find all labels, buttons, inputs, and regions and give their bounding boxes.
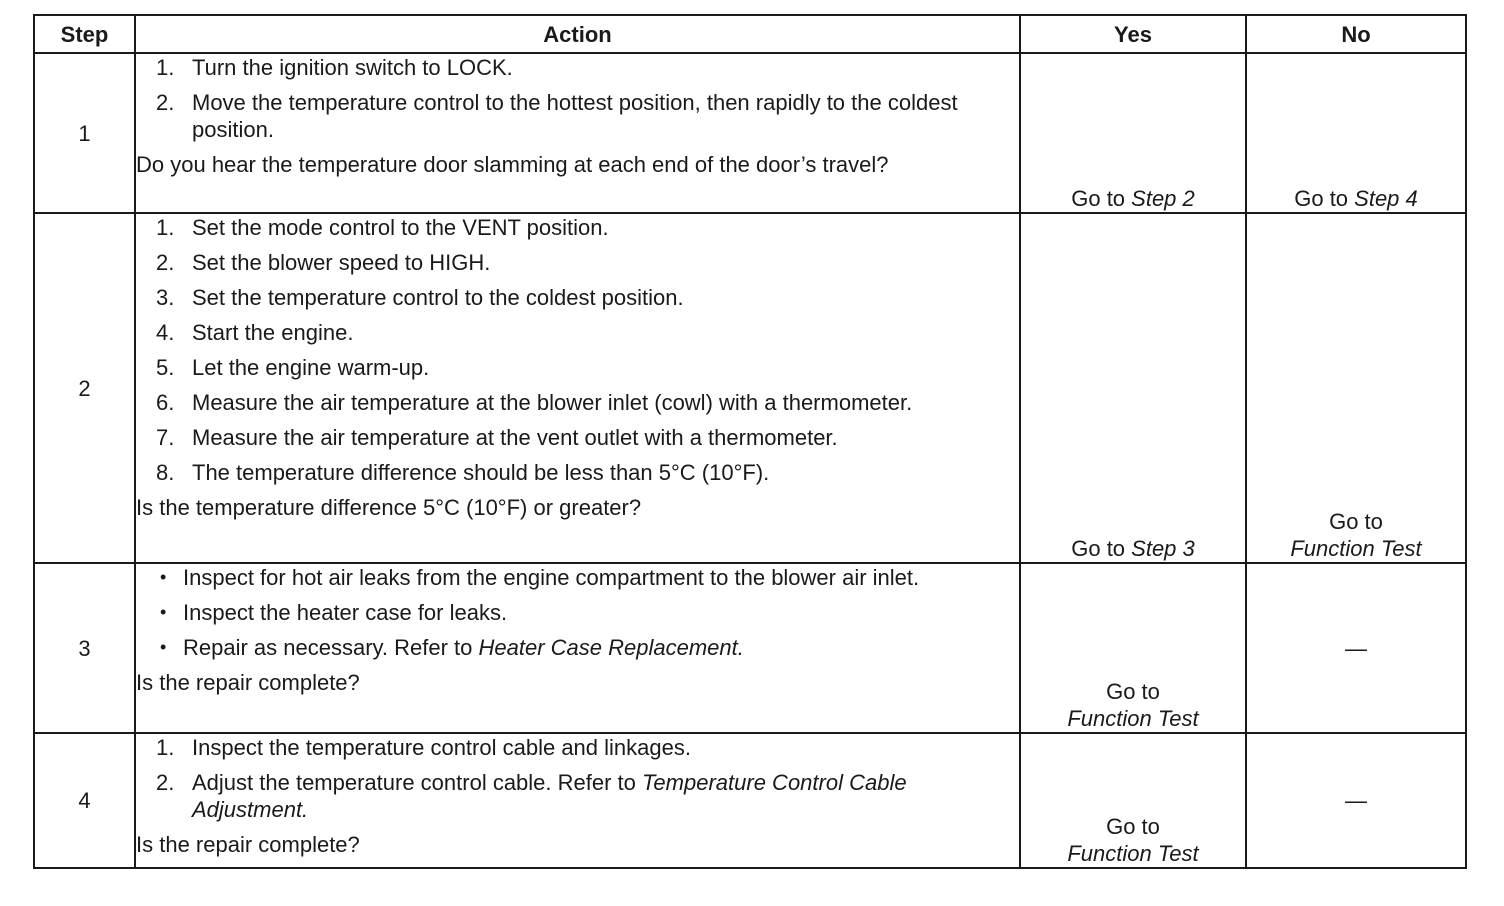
table-row <box>34 53 1466 213</box>
step-index: 3. <box>156 285 175 310</box>
step-text: Turn the ignition switch to LOCK. <box>192 55 513 80</box>
step-index: 1. <box>156 735 175 760</box>
table-row <box>34 733 1466 868</box>
step-text: Let the engine warm-up. <box>192 355 430 380</box>
no-cell <box>1246 213 1466 563</box>
bullet-text: Repair as necessary. Refer to <box>183 635 479 660</box>
no-prefix: Go to <box>1329 509 1383 534</box>
step-text: Adjust the temperature control cable. Refer to <box>192 770 643 795</box>
no-cell <box>1246 563 1466 733</box>
header-no: No <box>1246 15 1466 53</box>
action-step <box>136 214 1019 241</box>
step-index: 6. <box>156 390 175 415</box>
question-text: Is the repair complete? <box>136 670 360 695</box>
yes-cell <box>1020 733 1246 868</box>
header-yes: Yes <box>1020 15 1246 53</box>
step-index: 1. <box>156 55 175 80</box>
reference-link[interactable]: Heater Case Replacement. <box>478 635 744 660</box>
no-prefix: Go to <box>1294 186 1355 211</box>
reference-link[interactable]: Temperature Control Cable Adjustment. <box>192 770 907 822</box>
action-step <box>136 319 1019 346</box>
yes-reference-link[interactable]: Step 3 <box>1131 536 1195 561</box>
no-reference-link[interactable]: Function Test <box>1290 536 1422 561</box>
action-cell <box>135 53 1020 213</box>
yes-prefix: Go to <box>1071 186 1132 211</box>
step-index: 2. <box>156 90 175 115</box>
yes-reference-link[interactable]: Function Test <box>1067 841 1199 866</box>
step-index: 8. <box>156 460 175 485</box>
diagnostic-table <box>33 14 1467 869</box>
step-number: 1 <box>34 53 135 213</box>
action-steps <box>136 54 1019 143</box>
bullet-text: Inspect for hot air leaks from the engine compartment to the blower air inlet. <box>183 565 920 590</box>
action-step <box>136 769 1019 823</box>
step-text: Measure the air temperature at the vent outlet with a thermometer. <box>192 425 838 450</box>
step-index: 1. <box>156 215 175 240</box>
action-step <box>136 354 1019 381</box>
yes-reference-link[interactable]: Function Test <box>1067 706 1199 731</box>
yes-prefix: Go to <box>1106 679 1160 704</box>
action-bullet <box>136 564 1019 591</box>
action-bullet <box>136 599 1019 626</box>
step-text: Set the blower speed to HIGH. <box>192 250 491 275</box>
action-cell <box>135 213 1020 563</box>
action-steps <box>136 214 1019 486</box>
header-step: Step <box>34 15 135 53</box>
action-bullet <box>136 634 1019 661</box>
step-index: 4. <box>156 320 175 345</box>
step-text: Move the temperature control to the hottest position, then rapidly to the coldest position. <box>192 90 958 142</box>
action-step <box>136 249 1019 276</box>
table-row <box>34 563 1466 733</box>
step-text: The temperature difference should be less than 5°C (10°F). <box>192 460 770 485</box>
no-dash: — <box>1345 788 1367 813</box>
yes-prefix: Go to <box>1106 814 1160 839</box>
bullet-marker: • <box>160 602 167 622</box>
step-number: 3 <box>34 563 135 733</box>
step-index: 5. <box>156 355 175 380</box>
step-number: 2 <box>34 213 135 563</box>
step-index: 7. <box>156 425 175 450</box>
no-reference-link[interactable]: Step 4 <box>1354 186 1418 211</box>
question-text: Is the repair complete? <box>136 832 360 857</box>
action-step <box>136 734 1019 761</box>
action-step <box>136 459 1019 486</box>
action-cell <box>135 733 1020 868</box>
header-row <box>34 15 1466 53</box>
action-step <box>136 424 1019 451</box>
step-text: Set the mode control to the VENT position. <box>192 215 609 240</box>
bullet-text: Inspect the heater case for leaks. <box>183 600 508 625</box>
action-step <box>136 284 1019 311</box>
step-index: 2. <box>156 250 175 275</box>
action-step <box>136 389 1019 416</box>
step-number: 4 <box>34 733 135 868</box>
question-text: Is the temperature difference 5°C (10°F) or greater? <box>136 495 642 520</box>
bullet-marker: • <box>160 637 167 657</box>
yes-cell <box>1020 213 1246 563</box>
yes-reference-link[interactable]: Step 2 <box>1131 186 1195 211</box>
step-text: Start the engine. <box>192 320 354 345</box>
action-steps <box>136 734 1019 823</box>
bullet-marker: • <box>160 567 167 587</box>
yes-cell <box>1020 563 1246 733</box>
action-step <box>136 89 1019 143</box>
step-text: Set the temperature control to the coldest position. <box>192 285 684 310</box>
question-text: Do you hear the temperature door slamming at each end of the door’s travel? <box>136 152 889 177</box>
step-text: Inspect the temperature control cable and linkages. <box>192 735 691 760</box>
no-cell <box>1246 733 1466 868</box>
yes-cell <box>1020 53 1246 213</box>
no-cell <box>1246 53 1466 213</box>
yes-prefix: Go to <box>1071 536 1132 561</box>
action-cell <box>135 563 1020 733</box>
table-row <box>34 213 1466 563</box>
action-step <box>136 54 1019 81</box>
no-dash: — <box>1345 635 1367 661</box>
header-action: Action <box>135 15 1020 53</box>
step-index: 2. <box>156 770 175 795</box>
step-text: Measure the air temperature at the blower inlet (cowl) with a thermometer. <box>192 390 913 415</box>
action-bullets <box>136 564 1019 661</box>
